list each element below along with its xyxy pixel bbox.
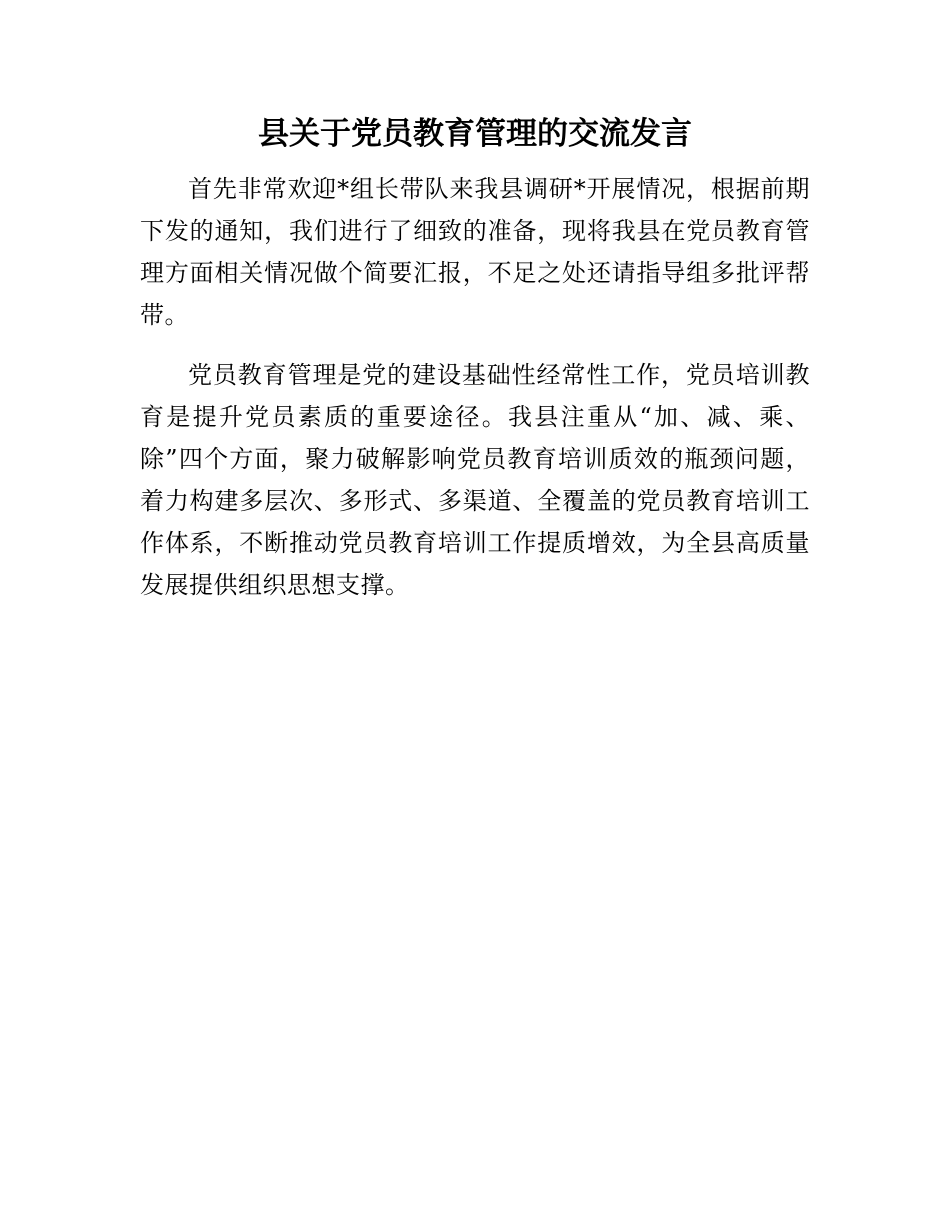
paragraph-overview: 党员教育管理是党的建设基础性经常性工作，党员培训教育是提升党员素质的重要途径。我县注重从“加、减、乘、除”四个方面，聚力破解影响党员教育培训质效的瓶颈问题，着力构建多层次、多形式、多渠道、全覆盖的党员教育培训工作体系，不断推动党员教育培训工作提质增效，为全县高质量发展提供组织思想支撑。 — [140, 361, 810, 599]
document-title: 县关于党员教育管理的交流发言 — [258, 116, 692, 152]
paragraph-opening: 首先非常欢迎*组长带队来我县调研*开展情况，根据前期下发的通知，我们进行了细致的准备，现将我县在党员教育管理方面相关情况做个简要汇报，不足之处还请指导组多批评帮带。 — [140, 175, 810, 329]
